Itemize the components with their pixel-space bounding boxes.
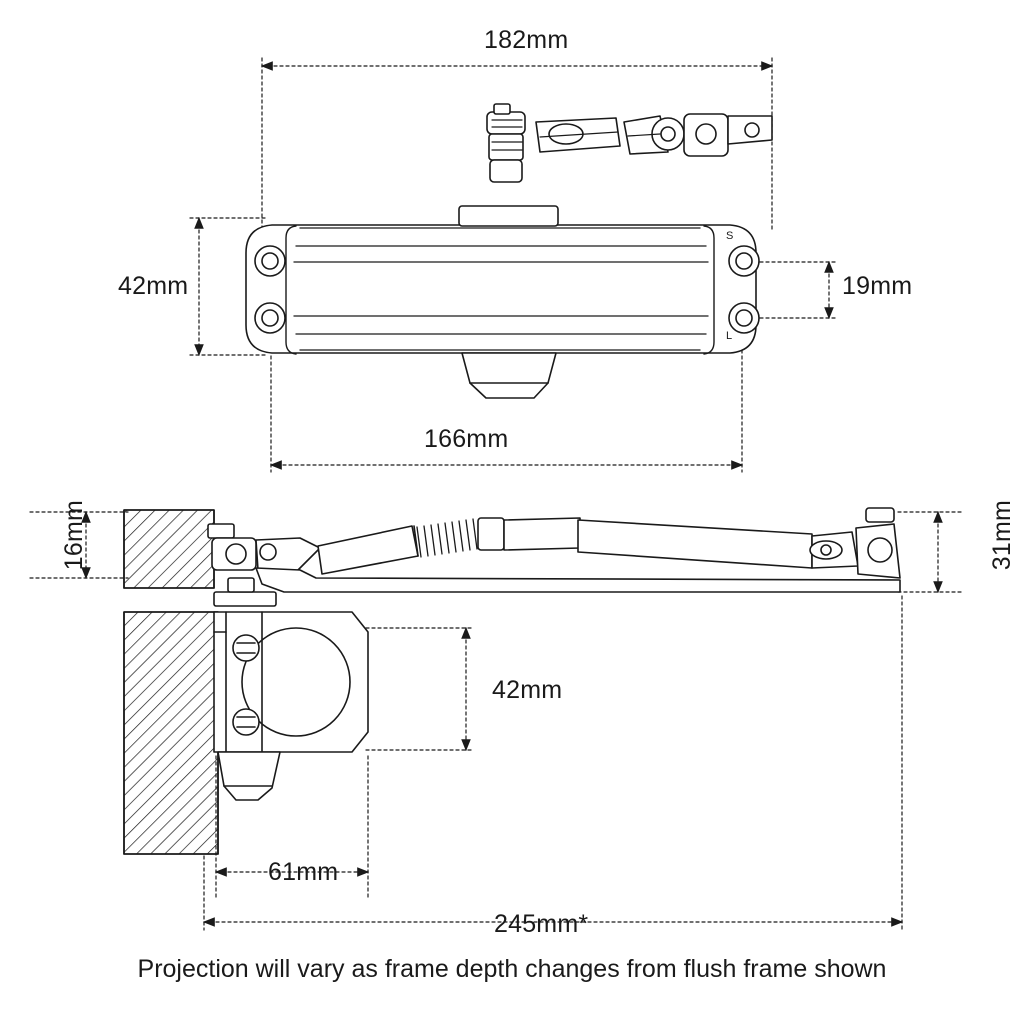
dimension-arm-depth-31mm <box>898 512 962 592</box>
dimension-hole-spacing-19mm <box>748 262 838 318</box>
dimension-label-body-height: 42mm <box>118 272 189 300</box>
mounting-hole-top-right <box>729 246 759 276</box>
pinion-boss-top <box>459 206 558 226</box>
valve-label-speed: S <box>726 230 734 242</box>
mounting-hole-bottom-right <box>729 303 759 333</box>
door-frame-upper <box>124 510 214 588</box>
spindle-cover-bottom <box>462 353 556 398</box>
figure-footnote: Projection will vary as frame depth changes from flush frame shown <box>137 955 887 983</box>
dimension-label-fixing-centres: 166mm <box>424 425 509 453</box>
valve-label-latch: L <box>726 330 733 342</box>
door-leaf-lower <box>124 612 218 854</box>
dimension-label-arm-thickness: 16mm <box>60 500 88 571</box>
closer-arm-plan <box>208 508 900 592</box>
closer-body-plan <box>214 578 368 800</box>
closer-arm-front <box>487 104 772 182</box>
dimension-label-frame-to-body: 61mm <box>268 858 339 886</box>
dimension-body-depth-42mm <box>366 628 474 750</box>
dimension-label-hole-spacing: 19mm <box>842 272 913 300</box>
dimension-label-body-depth: 42mm <box>492 676 563 704</box>
mounting-hole-top-left <box>255 246 285 276</box>
dimension-label-overall-width: 182mm <box>484 26 569 54</box>
dimension-label-total-projection: 245mm* <box>494 910 589 938</box>
dimension-label-arm-depth: 31mm <box>988 500 1016 571</box>
mounting-hole-bottom-left <box>255 303 285 333</box>
